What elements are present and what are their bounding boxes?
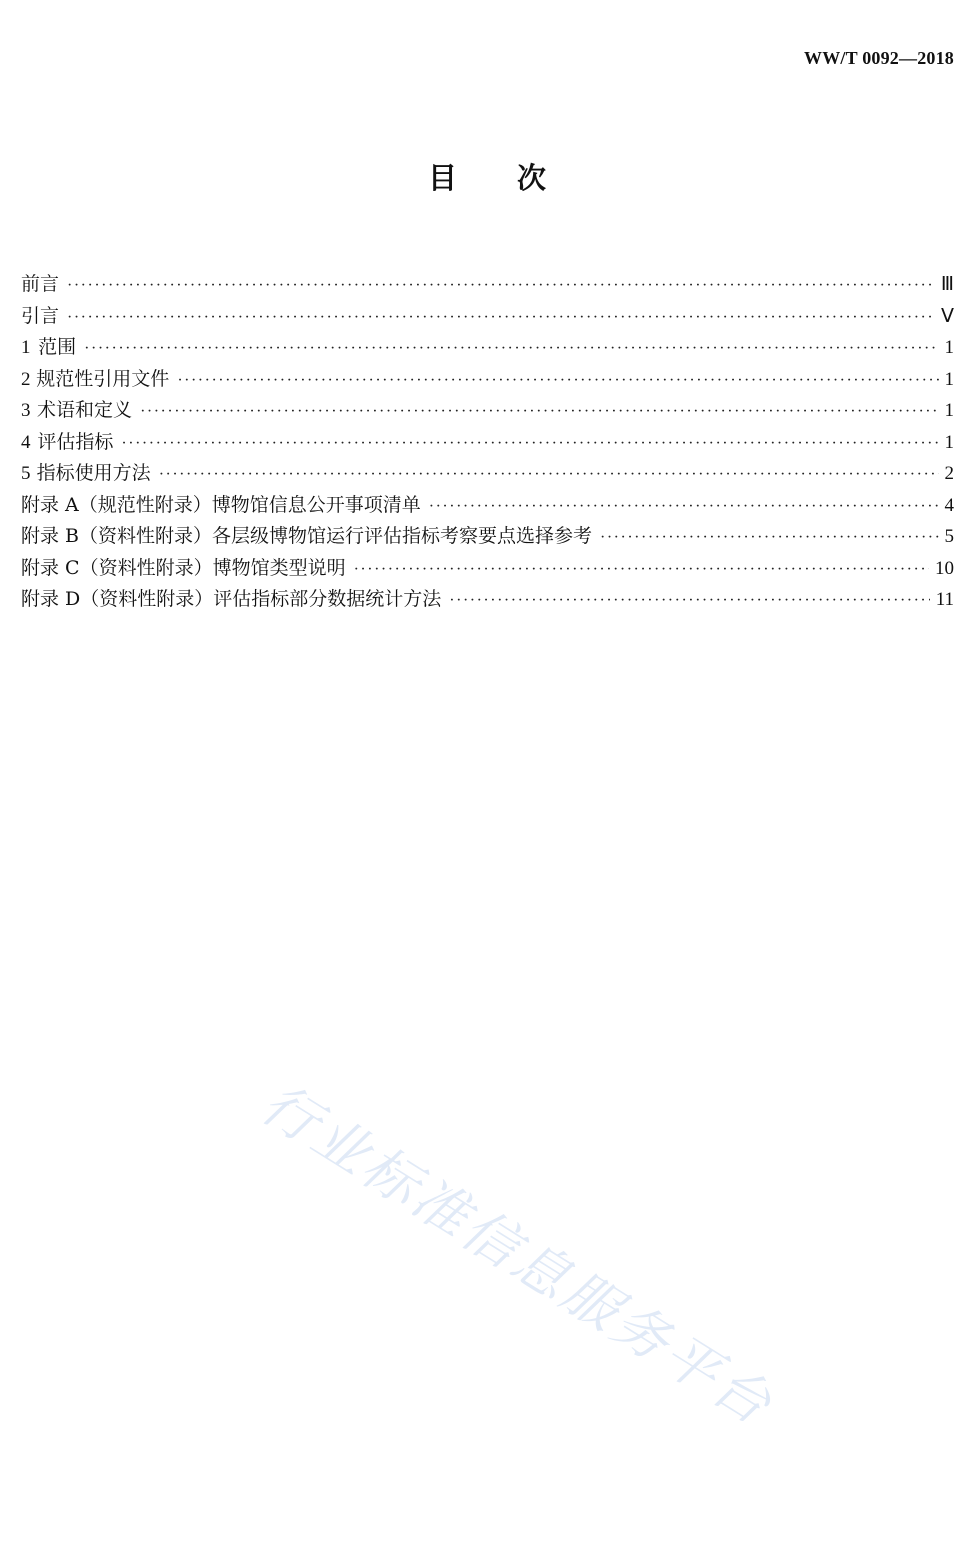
- dot-leader: [177, 365, 938, 397]
- toc-entry-label: 附录 B（资料性附录）各层级博物馆运行评估指标考察要点选择参考: [21, 525, 593, 547]
- toc-entry-number: 4: [21, 431, 31, 453]
- toc-entry-label: 附录 C（资料性附录）博物馆类型说明: [21, 556, 346, 579]
- toc-entry-number: 5: [21, 463, 31, 484]
- page-title: 目次: [427, 161, 606, 195]
- toc-entry-page: 5: [944, 526, 954, 547]
- toc-entry-label: 评估指标: [37, 430, 114, 453]
- dot-leader: [159, 459, 939, 491]
- toc-entry-page: 11: [935, 589, 954, 610]
- toc-entry-page: 2: [944, 463, 954, 484]
- toc-entry-number: 2: [21, 368, 31, 390]
- toc-entry-number: 1: [21, 337, 31, 358]
- toc-entry-foreword[interactable]: [21, 269, 954, 301]
- toc-entry-evaluation-indicators[interactable]: [21, 427, 954, 459]
- toc-entry-page: 4: [944, 494, 954, 516]
- toc-entry-appendix-a[interactable]: [21, 490, 954, 522]
- dot-leader: [67, 270, 935, 302]
- toc-entry-page: Ⅴ: [941, 305, 954, 327]
- toc-entry-page: 1: [944, 431, 954, 453]
- toc-entry-page: 1: [944, 400, 954, 421]
- toc-entry-appendix-c[interactable]: [21, 553, 954, 585]
- toc-entry-label: 范围: [38, 336, 77, 358]
- watermark: 行业标准信息服务平台: [250, 1071, 785, 1439]
- toc-entry-number: 3: [21, 400, 31, 421]
- toc-entry-page: 10: [935, 557, 954, 579]
- table-of-contents: [21, 269, 954, 616]
- toc-entry-appendix-d[interactable]: [21, 584, 954, 616]
- dot-leader: [354, 554, 929, 586]
- toc-entry-introduction[interactable]: [21, 301, 954, 333]
- toc-entry-label: 规范性引用文件: [36, 367, 170, 390]
- toc-entry-label: 术语和定义: [37, 399, 133, 421]
- dot-leader: [449, 585, 929, 617]
- toc-entry-indicator-usage[interactable]: [21, 458, 954, 490]
- toc-entry-label: 引言: [21, 304, 60, 327]
- dot-leader: [84, 333, 938, 365]
- document-code: WW/T 0092—2018: [804, 48, 954, 68]
- toc-entry-label: 前言: [21, 273, 60, 295]
- dot-leader: [429, 491, 939, 523]
- toc-entry-appendix-b[interactable]: [21, 521, 954, 553]
- toc-entry-page: Ⅲ: [940, 274, 954, 295]
- toc-entry-label: 附录 A（规范性附录）博物馆信息公开事项清单: [21, 493, 421, 516]
- toc-entry-label: 附录 D（资料性附录）评估指标部分数据统计方法: [21, 588, 442, 610]
- toc-entry-page: 1: [944, 368, 954, 390]
- dot-leader: [121, 428, 938, 460]
- dot-leader: [600, 522, 938, 554]
- dot-leader: [67, 302, 935, 334]
- toc-entry-scope[interactable]: [21, 332, 954, 364]
- dot-leader: [140, 396, 938, 428]
- toc-entry-normative-references[interactable]: [21, 364, 954, 396]
- toc-entry-terms-definitions[interactable]: [21, 395, 954, 427]
- toc-entry-label: 指标使用方法: [36, 462, 151, 484]
- toc-entry-page: 1: [944, 337, 954, 358]
